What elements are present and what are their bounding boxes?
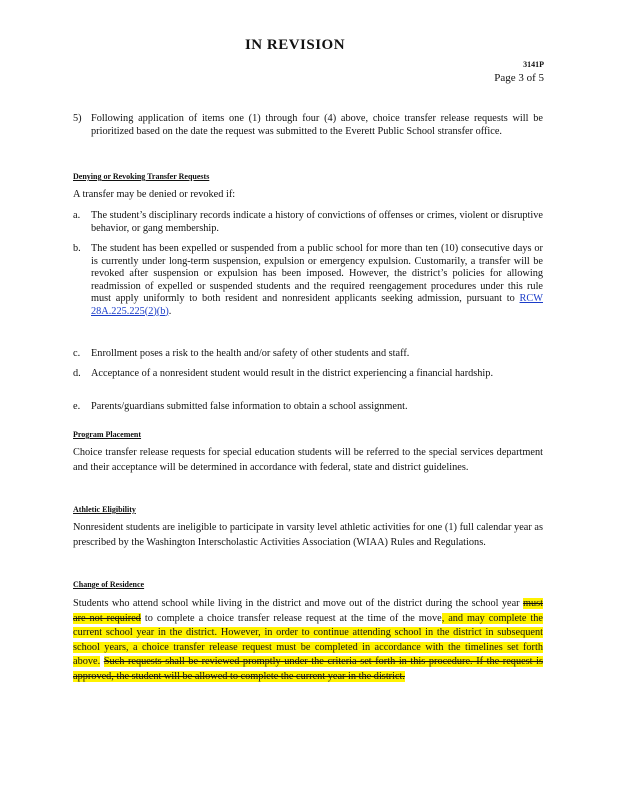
item-marker: c. [73, 348, 81, 359]
residence-text-start: Students who attend school while living in the district and move out of the district during the school year [73, 598, 520, 609]
item-text: Parents/guardians submitted false information to obtain a school assignment. [91, 401, 408, 412]
item-marker: e. [73, 401, 81, 412]
item-marker: d. [73, 368, 81, 379]
item-text: The student’s disciplinary records indicate a history of convictions of offenses or crimes, violent or disruptive behavior, or gang membership. [91, 210, 543, 234]
denying-item-e [73, 401, 543, 414]
item-5 [73, 113, 543, 138]
section-heading-denying: Denying or Revoking Transfer Requests [73, 172, 210, 181]
policy-code: 3141P [523, 60, 544, 69]
denying-item-d [73, 368, 543, 381]
item-text-container [91, 243, 543, 318]
denying-item-b [73, 243, 543, 318]
item-text-end: . [168, 305, 172, 317]
highlighted-text: , and may complete the current school year in the district. However, in order to continue attending school in the district in subsequent school years, a choice transfer release request must be completed in accordance with the timelines set forth above. [73, 612, 543, 667]
item-text: Acceptance of a nonresident student would result in the district experiencing a financial hardship. [91, 368, 494, 379]
struck-highlighted-text: Such requests shall be reviewed promptly under the criteria set forth in this procedure. If the request is approved, the student will be allowed to complete the current year in the district. [73, 656, 543, 682]
section-heading-program: Program Placement [73, 430, 142, 439]
item-text: Enrollment poses a risk to the health and/or safety of other students and staff. [91, 348, 410, 359]
item-text: Following application of items one (1) through four (4) above, choice transfer release requests will be prioritized based on the date the request was submitted to the Everett Public School stransfer office. [91, 113, 543, 137]
item-marker: b. [73, 243, 81, 254]
denying-item-a [73, 210, 543, 235]
section-heading-residence: Change of Residence [73, 580, 145, 589]
item-text: The student has been expelled or suspended from a public school for more than ten (10) consecutive days or is currently under long-term suspension, expulsion or emergency expulsion. Customarily, a transfer will be revoked after suspension or expulsion has been imposed. However, the district’s policies for allowing readmission of expelled or suspended students and the required reengagement procedures under this rule must apply uniformly to both resident and nonresident applicants seeking admission, pursuant to [91, 243, 543, 304]
denying-item-c [73, 348, 543, 361]
item-marker: 5) [73, 113, 82, 124]
struck-text: must are not required [73, 598, 543, 624]
residence-text [73, 597, 543, 684]
page-title: IN REVISION [244, 37, 346, 53]
page-number: Page 3 of 5 [494, 72, 544, 84]
residence-text-mid: to complete a choice transfer release request at the time of the move [144, 612, 442, 624]
program-text: Choice transfer release requests for special education students will be referred to the special services department and their acceptance will be determined in accordance with federal, state and district guidelines. [73, 447, 543, 473]
section-heading-athletic: Athletic Eligibility [73, 505, 136, 514]
item-marker: a. [73, 210, 81, 221]
athletic-text: Nonresident students are ineligible to participate in varsity level athletic activities for one (1) full calendar year as prescribed by the Washington Interscholastic Activities Association (WIAA) Rules and Regulations. [73, 522, 543, 548]
denying-intro: A transfer may be denied or revoked if: [73, 189, 236, 200]
rcw-link[interactable]: RCW 28A.225.225(2)(b) [91, 293, 543, 317]
